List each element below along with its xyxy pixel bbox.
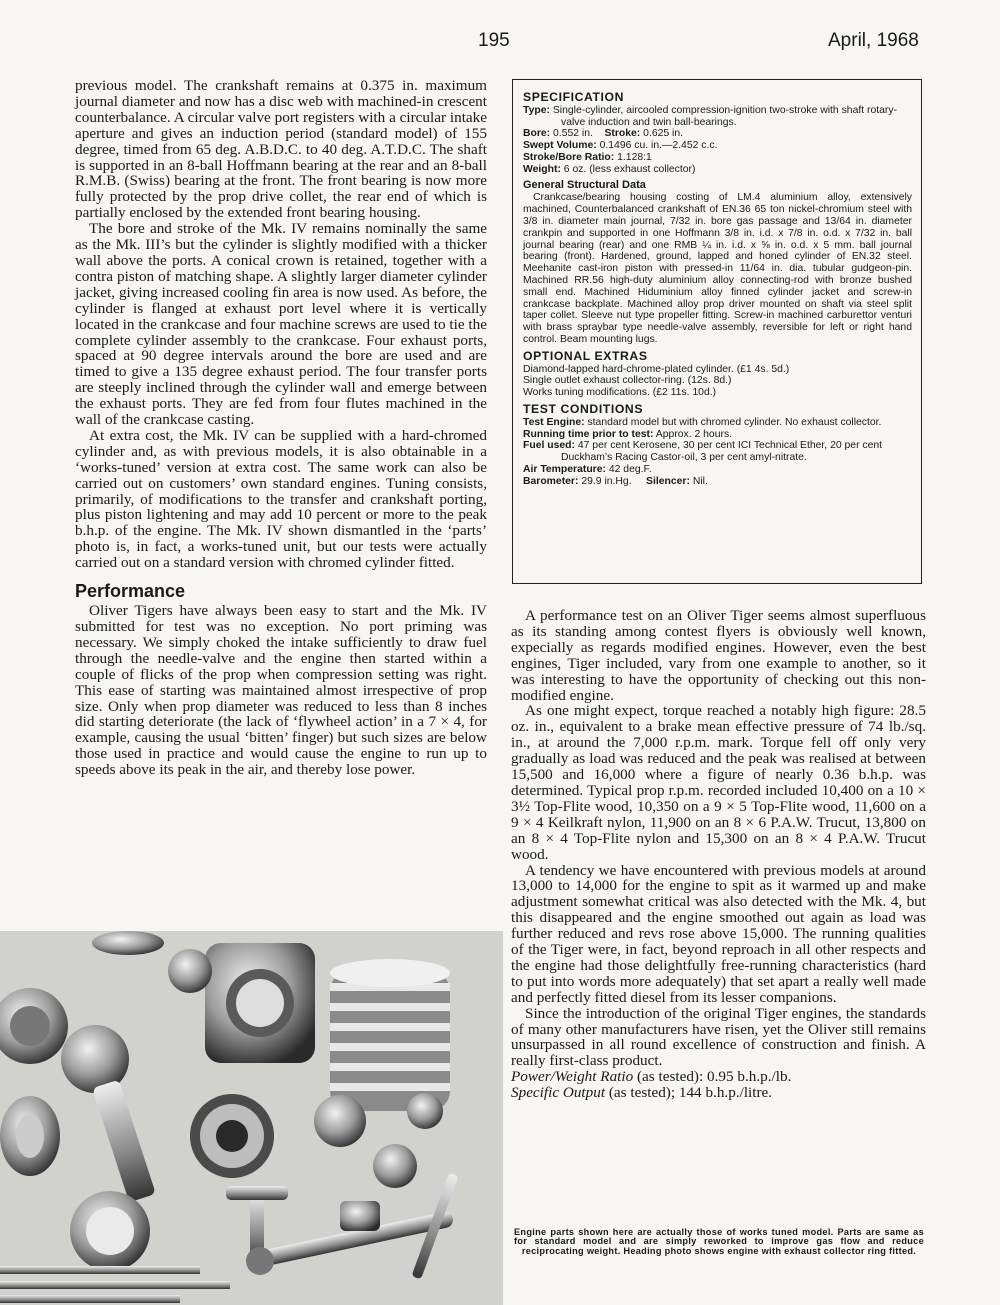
- extras-title: OPTIONAL EXTRAS: [523, 348, 648, 363]
- body-paragraph: As one might expect, torque reached a notably high figure: 28.5 oz. in., equivalent to a brake mean effective pressure of 74 lb./sq. in., at around the 7,000 r.p.m. mark. Torque fell off only very gradually as load was reduced and the peak was realised at between 15,500 and 16,000 where a figure of nearly 0.36 b.h.p. was determined. Typical prop r.p.m. recorded included 10,400 on a 10 × 3½ Top-Flite wood, 10,350 on a 9 × 5 Top-Flite wood, 11,600 on a 9 × 4 Keilkraft nylon, 11,900 on an 8 × 6 P.A.W. Trucut, 13,800 on an 8 × 4 Top-Flite nylon and 15,300 on an 8 × 4 P.A.W. Trucut wood.: [511, 702, 926, 863]
- spec-swept-volume: Swept Volume: 0.1496 cu. in.—2.452 c.c.: [523, 140, 718, 152]
- performance-heading: Performance: [75, 581, 186, 602]
- extras-item: Diamond-lapped hard-chrome-plated cylinder. (£1 4s. 5d.): [523, 363, 790, 375]
- specific-output: Specific Output (as tested); 144 b.h.p./litre.: [511, 1084, 773, 1102]
- test-conditions-title: TEST CONDITIONS: [523, 401, 644, 416]
- extras-item: Works tuning modifications. (£2 11s. 10d.): [523, 387, 717, 399]
- body-paragraph: Since the introduction of the original Tiger engines, the standards of many other manufacturers have risen, yet the Oliver still remains unsurpassed in all round excellence of construction and finish. A really first-class product.: [511, 1004, 926, 1070]
- right-column: [511, 608, 926, 1101]
- engine-parts-photo: [0, 931, 503, 1305]
- air-temperature: Air Temperature: 42 deg.F.: [523, 463, 652, 475]
- test-engine: Test Engine: standard model but with chromed cylinder. No exhaust collector.: [523, 416, 882, 428]
- extras-item: Single outlet exhaust collector-ring. (12s. 8d.): [523, 375, 732, 387]
- barometer-silencer: Barometer: 29.9 in.Hg. Silencer: Nil.: [523, 475, 708, 487]
- spec-bore-stroke: Bore: 0.552 in. Stroke: 0.625 in.: [523, 128, 684, 140]
- spec-ratio: Stroke/Bore Ratio: 1.128:1: [523, 151, 652, 163]
- body-paragraph: A tendency we have encountered with previous models at around 13,000 to 14,000 for the engine to spit as it warmed up and make adjustment somewhat critical was also detected with the Mk. 4, but this disappeared and the engine smoothed out again as load was further reduced and revs rose above 15,000. The running qualities of the Tiger were, in fact, beyond reproach in all other respects and the engine had those delightfully free-running characteristics (hard to put into words more adequately) that set apart a really well made and perfectly fitted diesel from its lesser companions.: [511, 861, 926, 1006]
- fuel-used: Fuel used: 47 per cent Kerosene, 30 per cent ICI Technical Ether, 20 per cent Duckham’s Racing Castor-oil, 3 per cent amyl-nitrate.: [523, 440, 883, 464]
- specification-box: [512, 79, 922, 584]
- running-time: Running time prior to test: Approx. 2 hours.: [523, 428, 733, 440]
- structural-text: Crankcase/bearing housing costing of LM.4 aluminium alloy, extensively machined, Counterbalanced crankshaft of EN.36 65 ton nickel-chromium steel with 3/8 in. diameter main journal, 7/32 in. bore gas passage and 13/64 in. diameter crankpin and supported in one Hoffmann 3/8 in. i.d. x 7/8 in. o.d. x 7/32 in. ball journal bearing (rear) and one RMB ¼ in. i.d. x ⅝ in. o.d. x 5 mm. ball journal bearing (front). Hardened, ground, lapped and honed cylinder of EN.32 steel. Meehanite cast-iron piston with pressed-in 11/64 in. dia. tubular gudgeon-pin. Machined RR.56 high-duty aluminium alloy connecting-rod with bronze bushed small end. Machined Hiduminium alloy finned cylinder jacket and screw-in crankcase backplate. Machined alloy prop driver mounted on shaft via steel split taper collet. Sleeve nut type propeller fitting. Screw-in machined carburettor venturi with brass spraybar type needle-valve assembly, reversible for left or right hand control. Beam mounting lugs.: [523, 192, 912, 345]
- spec-weight: Weight: 6 oz. (less exhaust collector): [523, 163, 696, 175]
- issue-date: April, 1968: [828, 30, 919, 51]
- body-paragraph: Oliver Tigers have always been easy to start and the Mk. IV submitted for test was no exception. No port priming was necessary. We simply choked the intake sufficiently to draw fuel through the needle-valve and the engine then started within a couple of flicks of the prop when compression setting was right. This ease of starting was maintained almost irrespective of prop size. Only when prop diameter was reduced to less than 8 inches did starting deteriorate (the lack of ‘flywheel action’ in a 7 × 4, for example, causing the usual ‘bitten’ finger) but such sizes are below those used in practice and would cause the engine to run up to speeds above its peak in the air, and thereby lose power.: [75, 602, 487, 779]
- spec-type: Type: Single-cylinder, aircooled compression-ignition two-stroke with shaft rotary-valve induction and twin ball-bearings.: [523, 104, 898, 128]
- body-paragraph: At extra cost, the Mk. IV can be supplied with a hard-chromed cylinder and, as with previous models, it is also obtainable in a ‘works-tuned’ version at extra cost. The same work can also be carried out on customers’ own standard engines. Tuning consists, primarily, of modifications to the transfer and crankshaft porting, plus piston lightening and may add 10 percent or more to the peak b.h.p. of the engine. The Mk. IV shown dismantled in the ‘parts’ photo is, in fact, a works-tuned unit, but our tests were actually carried out on a standard version with chromed cylinder fitted.: [75, 426, 487, 572]
- power-weight-ratio: Power/Weight Ratio (as tested): 0.95 b.h.p./lb.: [511, 1068, 792, 1086]
- page-number: 195: [478, 30, 510, 51]
- photo-caption: Engine parts shown here are actually those of works tuned model. Parts are same as for standard model and are simply reworked to improve gas flow and reduce reciprocating weight. Heading photo shows engine with exhaust collector ring fitted.: [514, 1227, 924, 1256]
- body-paragraph: previous model. The crankshaft remains at 0.375 in. maximum journal diameter and now has a disc web with machined-in crescent counterbalance. A circular valve port registers with a circular intake aperture and gives an induction period (standard model) of 155 degree, timed from 65 deg. A.B.D.C. to 40 deg. A.T.D.C. The shaft is supported in an 8-ball Hoffmann bearing at the rear and an 8-ball R.M.B. (Swiss) bearing at the front. The front bearing is now more fully protected by the prop drive collet, the rear end of which is partially enclosed by the extended front bearing housing.: [75, 77, 487, 222]
- body-paragraph: A performance test on an Oliver Tiger seems almost superfluous as its standing among contest flyers is obviously well known, expecially as regards modified engines. However, even the best engines, Tiger included, vary from one example to another, so it was interesting to have the opportunity of checking out this non-modified engine.: [511, 607, 926, 704]
- spec-title: SPECIFICATION: [523, 90, 625, 104]
- body-paragraph: The bore and stroke of the Mk. IV remains nominally the same as the Mk. III’s but the cylinder is slightly modified with a thicker wall above the ports. A conical crown is retained, together with a contra piston of matching shape. A slightly larger diameter cylinder jacket, giving increased cooling fin area is now used. As before, the cylinder is flanged at exhaust port level where it is vertically located in the crankcase and four machine screws are used to tie the complete cylinder assembly to the crankcase. Four exhaust ports, spaced at 90 degree intervals around the bore are used and are timed to give a 135 degree exhaust period. The four transfer ports are steeply inclined through the cylinder wall and emerge between the exhaust ports. They are fed from four flutes machined in the wall of the crankcase casting.: [75, 220, 487, 429]
- structural-heading: General Structural Data: [523, 178, 646, 191]
- left-column: [75, 78, 487, 778]
